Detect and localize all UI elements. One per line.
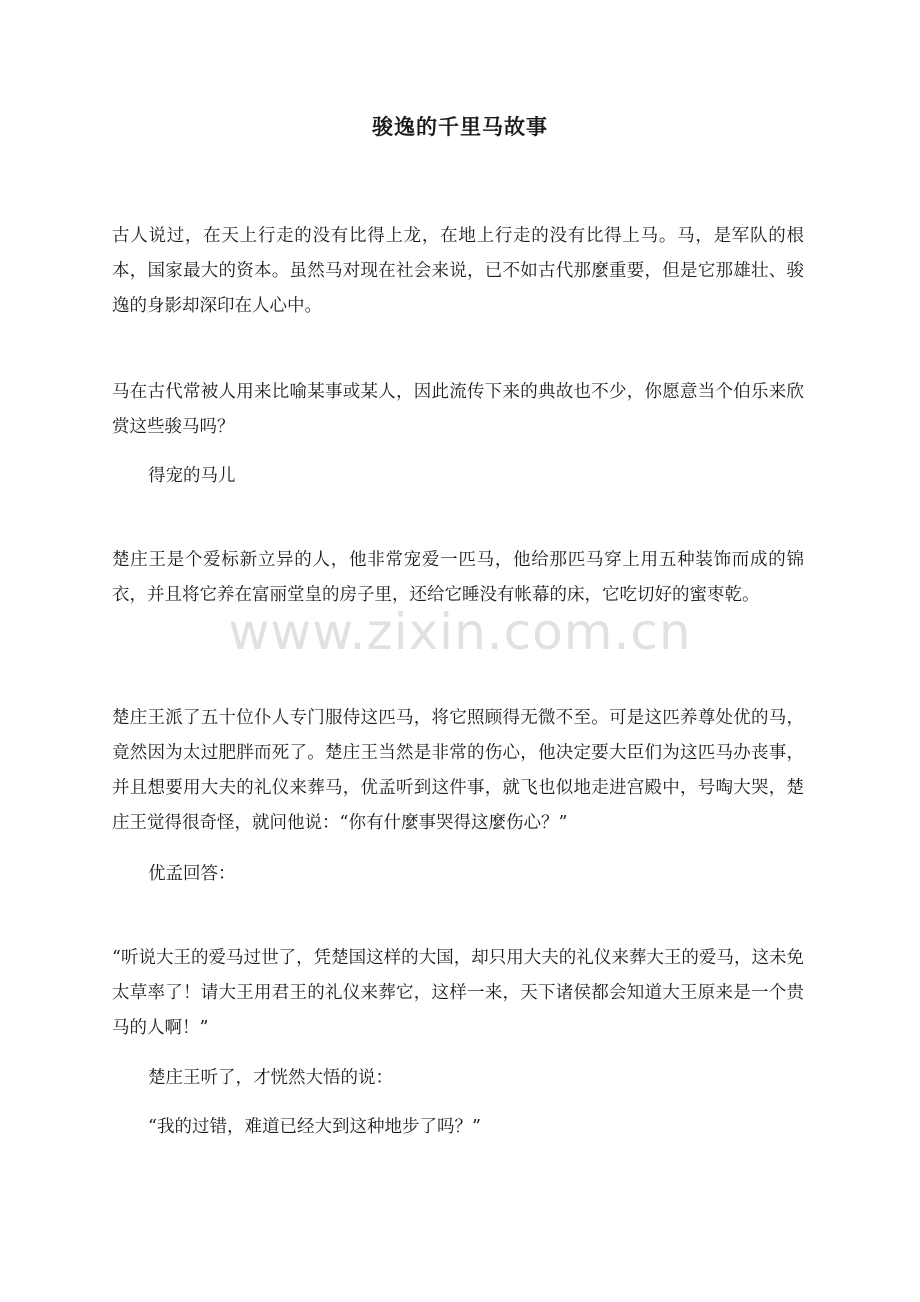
watermark: www.zixin.com.cn [228,603,692,661]
section-heading-favored-horse: 得宠的马儿 [148,466,236,486]
paragraph-allusion: 马在古代常被人用来比喻某事或某人，因此流传下来的典故也不少，你愿意当个伯乐来欣赏这些骏马吗？ [112,382,804,437]
paragraph-king-zhuang: 楚庄王是个爱标新立异的人，他非常宠爱一匹马，他给那匹马穿上用五种装饰而成的锦衣，并且将它养在富丽堂皇的房子里，还给它睡没有帐幕的床，它吃切好的蜜枣乾。 [112,550,804,605]
paragraph-king-realizes: 楚庄王听了，才恍然大悟的说： [148,1068,393,1088]
paragraph-intro: 古人说过，在天上行走的没有比得上龙，在地上行走的没有比得上马。马，是军队的根本，国家最大的资本。虽然马对现在社会来说，已不如古代那麼重要，但是它那雄壮、骏逸的身影却深印在人心中。 [112,226,804,316]
paragraph-you-meng-reply: 优孟回答： [148,864,236,884]
paragraph-king-quote: “我的过错，难道已经大到这种地步了吗？” [148,1117,481,1137]
paragraph-horse-death: 楚庄王派了五十位仆人专门服侍这匹马，将它照顾得无微不至。可是这匹养尊处优的马，竟然因为太过肥胖而死了。楚庄王当然是非常的伤心，他决定要大臣们为这匹马办丧事，并且想要用大夫的礼仪来葬马，优孟听到这件事，就飞也似地走进宫殿中，号啕大哭，楚庄王觉得很奇怪，就问他说：“你有什麼事哭得这麼伤心？” [112,708,804,833]
page-title: 骏逸的千里马故事 [372,115,548,139]
paragraph-you-meng-speech: “听说大王的爱马过世了，凭楚国这样的大国，却只用大夫的礼仪来葬大王的爱马，这未免太草率了！请大王用君王的礼仪来葬它，这样一来，天下诸侯都会知道大王原来是一个贵马的人啊！” [112,948,804,1038]
